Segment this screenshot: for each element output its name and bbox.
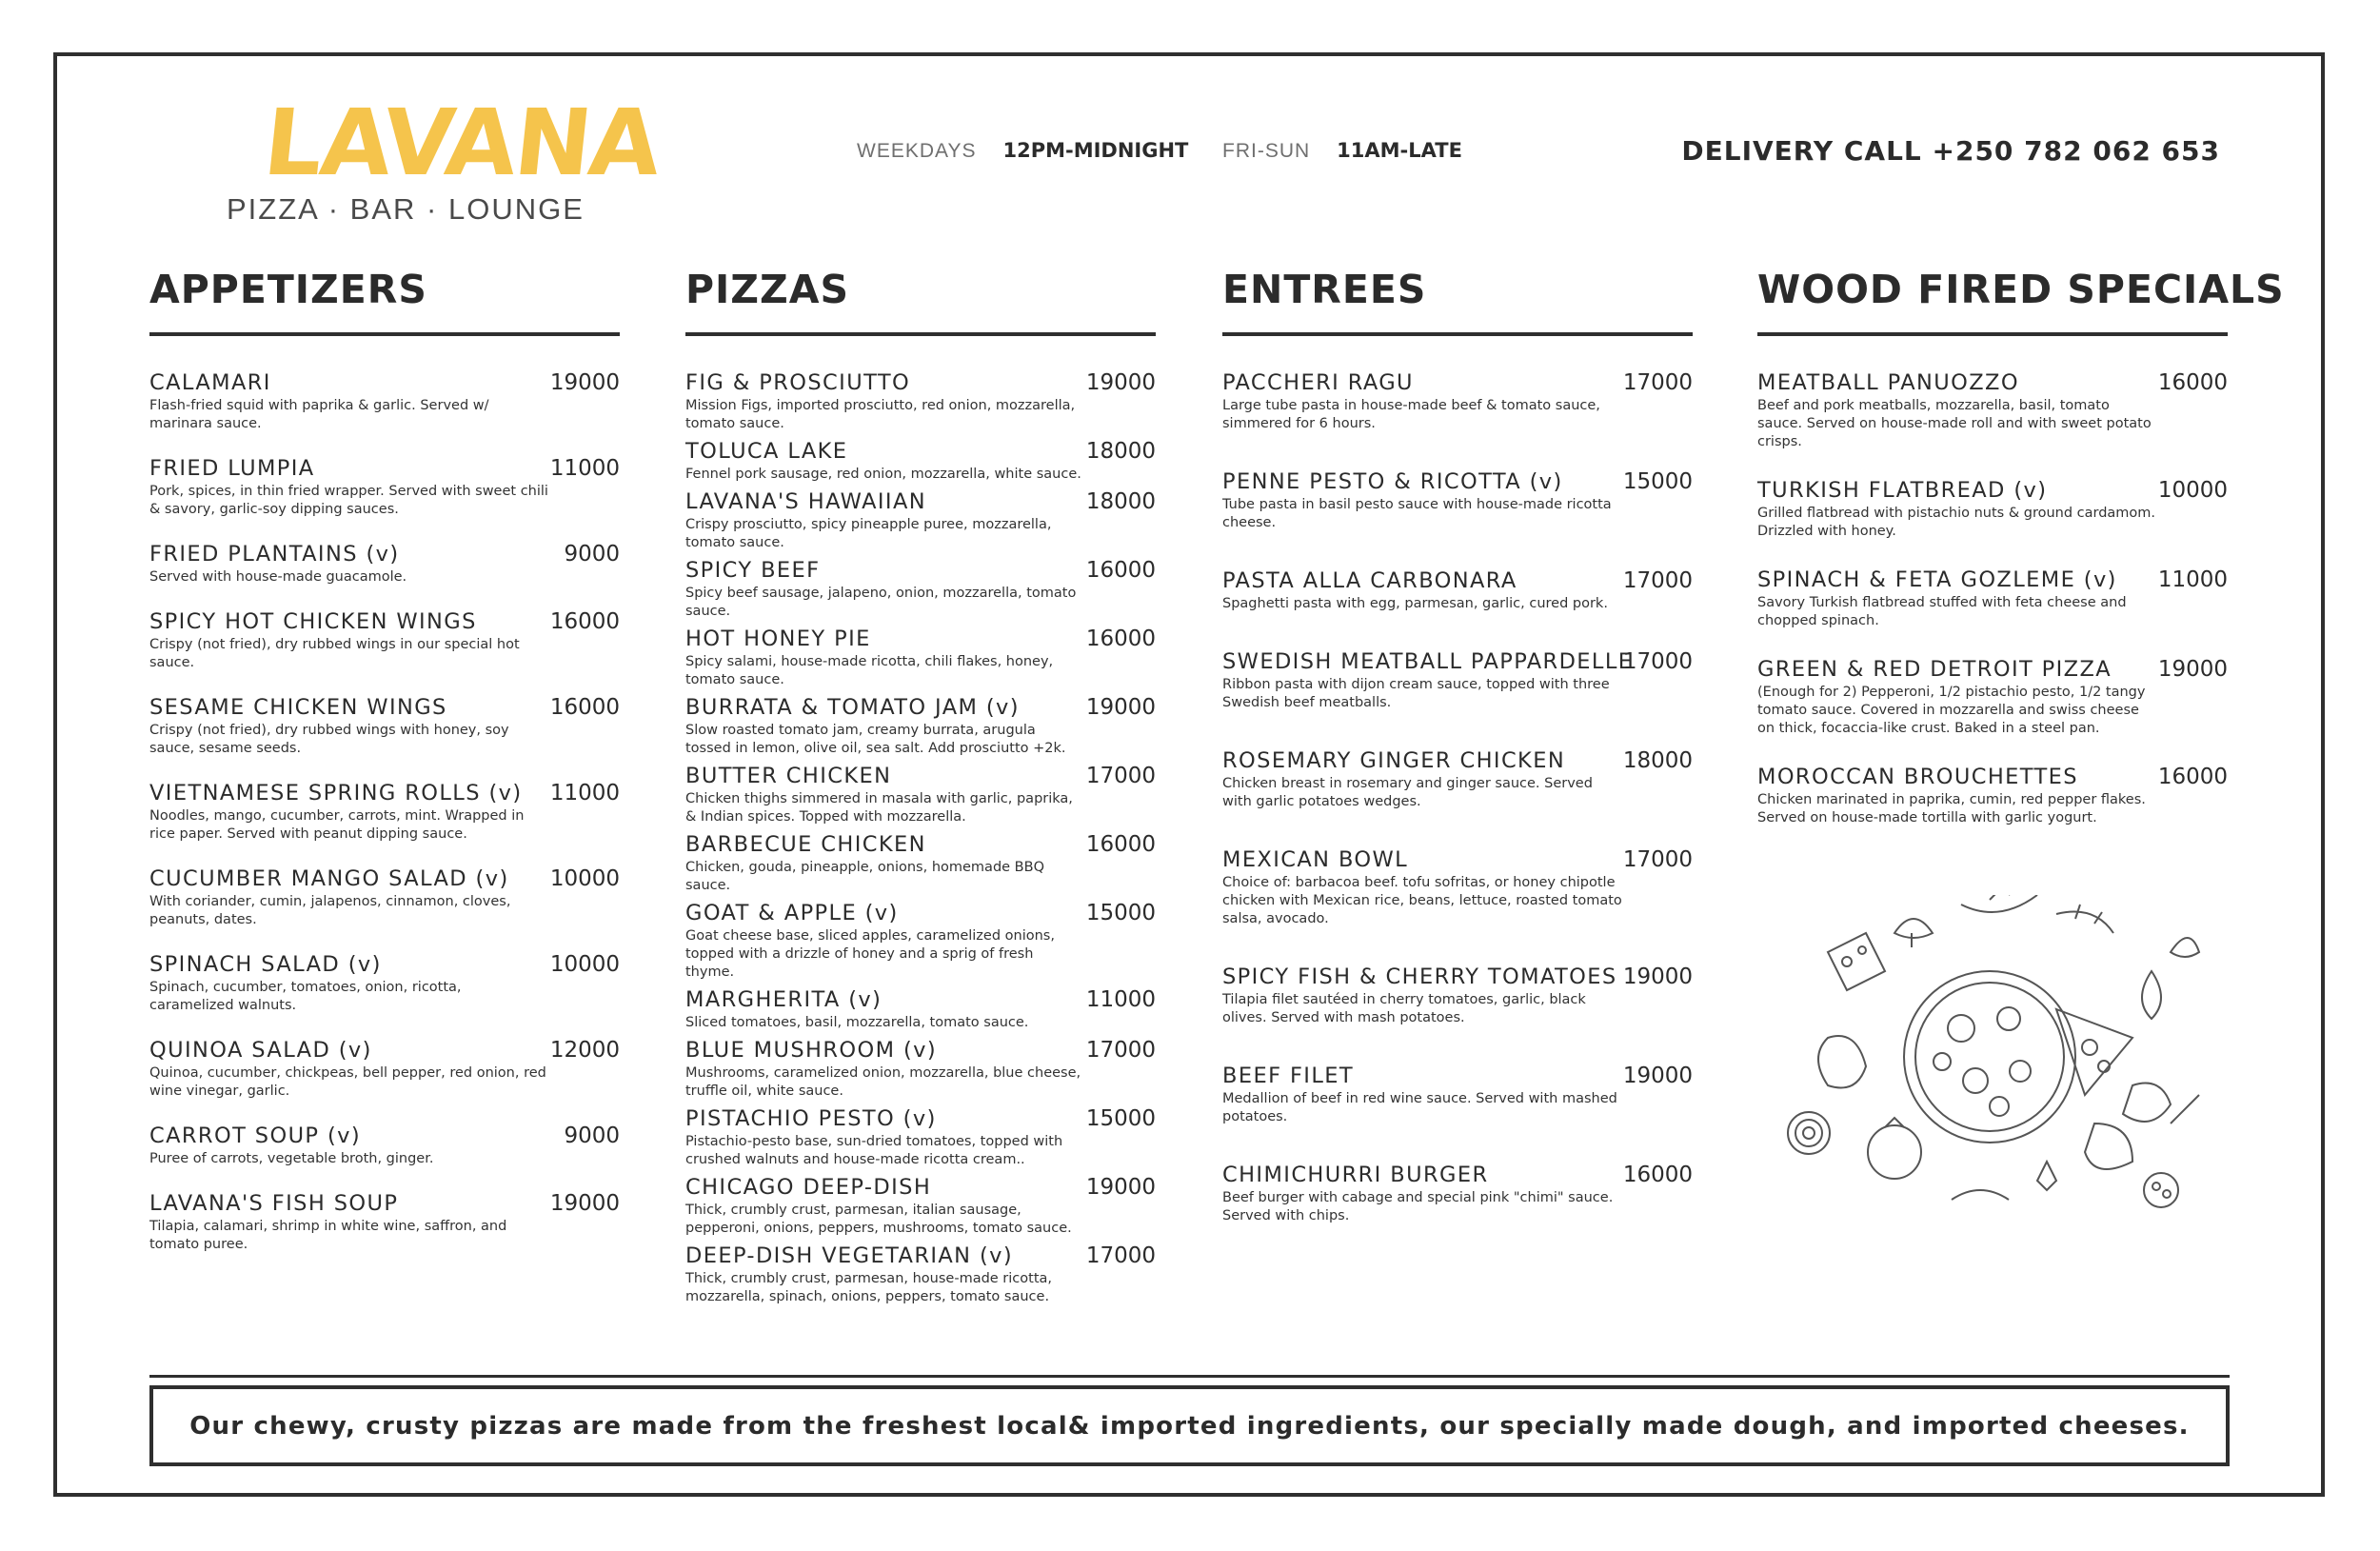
item-description: Spinach, cucumber, tomatoes, onion, ricotta, caramelized walnuts.: [149, 980, 462, 1013]
hours-label: FRI-SUN: [1222, 140, 1311, 162]
logo-wordmark: LAVANA: [259, 89, 664, 196]
menu-item: [685, 1106, 1156, 1169]
item-name: LAVANA'S FISH SOUP: [149, 1191, 399, 1216]
item-name: TURKISH FLATBREAD (v): [1757, 478, 2048, 503]
menu-item: [685, 695, 1156, 758]
item-description: Beef and pork meatballs, mozzarella, basil, tomato sauce. Served on house-made roll and with sweet potato crisps.: [1757, 398, 2152, 449]
item-description: Grilled flatbread with pistachio nuts & ground cardamom. Drizzled with honey.: [1757, 506, 2156, 539]
item-price: 16000: [2157, 370, 2228, 395]
item-price: 10000: [549, 952, 620, 977]
item-name: CHIMICHURRI BURGER: [1222, 1163, 1489, 1187]
parsley-icon: [2037, 1162, 2056, 1190]
item-name: CARROT SOUP (v): [149, 1123, 362, 1148]
item-description: Goat cheese base, sliced apples, caramelized onions, topped with a drizzle of honey and a sprig of fresh thyme.: [685, 928, 1055, 980]
menu-item: [1222, 748, 1693, 811]
item-price: 17000: [1622, 649, 1693, 674]
item-price: 19000: [1085, 1175, 1156, 1200]
item-description: Crispy (not fried), dry rubbed wings in our special hot sauce.: [149, 637, 520, 670]
menu-item: [685, 439, 1156, 484]
item-description: Chicken marinated in paprika, cumin, red pepper flakes. Served on house-made tortilla with garlic yogurt.: [1757, 792, 2146, 825]
item-description: Spicy salami, house-made ricotta, chili flakes, honey, tomato sauce.: [685, 654, 1054, 687]
pizza-illustration: [1771, 895, 2209, 1219]
item-price: 16000: [549, 695, 620, 720]
item-name: BEEF FILET: [1222, 1064, 1355, 1088]
column-wood-fired-specials: [1757, 263, 2285, 854]
item-name: HOT HONEY PIE: [685, 626, 871, 651]
item-name: CUCUMBER MANGO SALAD (v): [149, 866, 509, 891]
menu-item: [685, 1175, 1156, 1238]
item-name: SPINACH & FETA GOZLEME (v): [1757, 567, 2117, 592]
item-name: SPINACH SALAD (v): [149, 952, 382, 977]
item-description: Tube pasta in basil pesto sauce with house-made ricotta cheese.: [1222, 497, 1612, 530]
cheese-icon: [1828, 933, 1885, 990]
item-description: Medallion of beef in red wine sauce. Served with mashed potatoes.: [1222, 1091, 1617, 1124]
item-description: Pork, spices, in thin fried wrapper. Served with sweet chili & savory, garlic-soy dipping sauces.: [149, 484, 548, 517]
item-name: GREEN & RED DETROIT PIZZA: [1757, 657, 2112, 682]
menu-item: [1757, 478, 2228, 541]
item-description: Savory Turkish flatbread stuffed with feta cheese and chopped spinach.: [1757, 595, 2127, 628]
item-description: Slow roasted tomato jam, creamy burrata, arugula tossed in lemon, olive oil, sea salt. Add prosciutto +2k.: [685, 723, 1066, 756]
menu-item: [685, 832, 1156, 895]
menu-item: [149, 542, 620, 587]
item-name: CHICAGO DEEP-DISH: [685, 1175, 932, 1200]
item-price: 17000: [1622, 568, 1693, 593]
menu-item: [685, 626, 1156, 689]
basil-icon: [2171, 938, 2199, 957]
item-price: 19000: [1085, 695, 1156, 720]
menu-item: [685, 764, 1156, 826]
bell-pepper-icon: [2123, 1084, 2171, 1123]
item-description: Chicken breast in rosemary and ginger sauce. Served with garlic potatoes wedges.: [1222, 776, 1593, 809]
item-description: Quinoa, cucumber, chickpeas, bell pepper, red onion, red wine vinegar, garlic.: [149, 1065, 546, 1099]
pizza-outline-icon: [1904, 971, 2075, 1143]
item-price: 19000: [549, 370, 620, 395]
item-description: With coriander, cumin, jalapenos, cinnamon, cloves, peanuts, dates.: [149, 894, 511, 927]
section-title: PIZZAS: [685, 267, 850, 312]
hours-weekend: [1222, 139, 1462, 163]
item-name: BARBECUE CHICKEN: [685, 832, 926, 857]
item-name: FIG & PROSCIUTTO: [685, 370, 911, 395]
menu-item: [685, 1038, 1156, 1101]
item-name: MARGHERITA (v): [685, 987, 883, 1012]
section-title: APPETIZERS: [149, 267, 427, 312]
menu-item: [1222, 370, 1693, 433]
item-description: Fennel pork sausage, red onion, mozzarella, white sauce.: [685, 467, 1081, 482]
item-name: FRIED PLANTAINS (v): [149, 542, 400, 567]
chili-icon: [2171, 1095, 2199, 1123]
menu-item: [1757, 370, 2228, 451]
item-name: MEXICAN BOWL: [1222, 847, 1409, 872]
item-price: 19000: [1622, 1064, 1693, 1088]
item-list: [685, 370, 1156, 1306]
menu-item: [149, 781, 620, 844]
item-description: Tilapia filet sautéed in cherry tomatoes, garlic, black olives. Served with mash potatoes.: [1222, 992, 1586, 1025]
section-rule: [685, 332, 1156, 336]
item-name: SWEDISH MEATBALL PAPPARDELLE: [1222, 649, 1634, 674]
footer-rule: [149, 1375, 2230, 1378]
item-name: ROSEMARY GINGER CHICKEN: [1222, 748, 1566, 773]
shrimp-icon: [1952, 1190, 2009, 1200]
item-description: Choice of: barbacoa beef. tofu sofritas, or honey chipotle chicken with Mexican rice, beans, lettuce, roasted tomato salsa, avocado.: [1222, 875, 1622, 926]
item-name: BUTTER CHICKEN: [685, 764, 892, 788]
menu-item: [685, 558, 1156, 621]
item-list: [1757, 370, 2228, 827]
column-appetizers: [149, 263, 620, 1277]
menu-item: [149, 866, 620, 929]
menu-item: [685, 987, 1156, 1032]
item-description: Mission Figs, imported prosciutto, red onion, mozzarella, tomato sauce.: [685, 398, 1076, 431]
item-price: 9000: [564, 542, 620, 567]
mushroom-icon: [1894, 919, 1933, 938]
hours-value: 11AM-LATE: [1337, 139, 1462, 162]
logo-tagline: PIZZA · BAR · LOUNGE: [227, 192, 585, 226]
item-price: 11000: [549, 456, 620, 481]
item-name: SPICY BEEF: [685, 558, 821, 583]
item-description: Ribbon pasta with dijon cream sauce, topped with three Swedish beef meatballs.: [1222, 677, 1610, 710]
item-name: LAVANA'S HAWAIIAN: [685, 489, 926, 514]
item-description: Crispy (not fried), dry rubbed wings with honey, soy sauce, sesame seeds.: [149, 723, 509, 756]
item-description: Spicy beef sausage, jalapeno, onion, mozzarella, tomato sauce.: [685, 586, 1077, 619]
item-price: 15000: [1085, 1106, 1156, 1131]
item-price: 15000: [1622, 469, 1693, 494]
menu-item: [149, 1123, 620, 1168]
item-description: Tilapia, calamari, shrimp in white wine, saffron, and tomato puree.: [149, 1219, 507, 1252]
section-title: ENTREES: [1222, 267, 1427, 312]
item-name: SESAME CHICKEN WINGS: [149, 695, 447, 720]
section-rule: [149, 332, 620, 336]
item-name: SPICY FISH & CHERRY TOMATOES: [1222, 964, 1617, 989]
menu-item: [149, 1038, 620, 1101]
item-description: Thick, crumbly crust, parmesan, italian sausage, pepperoni, onions, peppers, mushrooms, tomato sauce.: [685, 1203, 1072, 1236]
item-price: 18000: [1622, 748, 1693, 773]
item-price: 15000: [1085, 901, 1156, 925]
item-description: Crispy prosciutto, spicy pineapple puree, mozzarella, tomato sauce.: [685, 517, 1052, 550]
menu-item: [1222, 469, 1693, 532]
item-description: Served with house-made guacamole.: [149, 569, 407, 585]
menu-item: [1222, 1163, 1693, 1225]
item-price: 19000: [1622, 964, 1693, 989]
footer-banner: [149, 1385, 2230, 1466]
column-pizzas: [685, 263, 1156, 1312]
rosemary-icon: [2056, 905, 2113, 933]
menu-item: [685, 901, 1156, 982]
item-price: 17000: [1085, 1038, 1156, 1063]
hours-value: 12PM-MIDNIGHT: [1002, 139, 1189, 162]
menu-item: [1757, 567, 2228, 630]
menu-item: [1757, 657, 2228, 738]
item-description: Spaghetti pasta with egg, parmesan, garlic, cured pork.: [1222, 596, 1608, 611]
menu-item: [149, 952, 620, 1015]
menu-item: [1222, 847, 1693, 928]
menu-item: [1222, 1064, 1693, 1126]
garlic-bulb-icon: [2085, 1123, 2132, 1169]
onion-icon: [1788, 1112, 1830, 1154]
menu-item: [149, 456, 620, 519]
item-description: Pistachio-pesto base, sun-dried tomatoes, topped with crushed walnuts and house-made ricotta cream..: [685, 1134, 1063, 1167]
menu-item: [685, 1243, 1156, 1306]
item-list: [149, 370, 620, 1254]
item-price: 17000: [1085, 764, 1156, 788]
menu-item: [1222, 964, 1693, 1027]
footer-text: Our chewy, crusty pizzas are made from the freshest local& imported ingredients, our specially made dough, and imported cheeses.: [189, 1411, 2190, 1441]
column-entrees: [1222, 263, 1693, 1262]
item-name: BLUE MUSHROOM (v): [685, 1038, 938, 1063]
item-price: 10000: [2157, 478, 2228, 503]
delivery-phone: DELIVERY CALL +250 782 062 653: [1681, 135, 2220, 167]
menu-item: [1222, 568, 1693, 613]
item-name: BURRATA & TOMATO JAM (v): [685, 695, 1020, 720]
item-price: 17000: [1085, 1243, 1156, 1268]
item-name: GOAT & APPLE (v): [685, 901, 899, 925]
item-price: 11000: [2157, 567, 2228, 592]
menu-item: [1222, 649, 1693, 712]
item-price: 19000: [1085, 370, 1156, 395]
herb-icon: [1961, 895, 2037, 912]
item-name: SPICY HOT CHICKEN WINGS: [149, 609, 477, 634]
menu-item: [149, 695, 620, 758]
section-rule: [1222, 332, 1693, 336]
menu-item: [685, 489, 1156, 552]
item-name: QUINOA SALAD (v): [149, 1038, 372, 1063]
garlic-icon: [2142, 971, 2161, 1019]
item-name: TOLUCA LAKE: [685, 439, 848, 464]
menu-item: [1757, 765, 2228, 827]
item-price: 16000: [549, 609, 620, 634]
item-price: 12000: [549, 1038, 620, 1063]
item-price: 17000: [1622, 370, 1693, 395]
item-price: 11000: [549, 781, 620, 805]
item-price: 11000: [1085, 987, 1156, 1012]
item-name: PACCHERI RAGU: [1222, 370, 1414, 395]
logo: [227, 89, 664, 227]
item-price: 19000: [2157, 657, 2228, 682]
item-price: 17000: [1622, 847, 1693, 872]
item-name: PASTA ALLA CARBONARA: [1222, 568, 1517, 593]
item-price: 9000: [564, 1123, 620, 1148]
hours-weekdays: [857, 139, 1188, 163]
item-description: Puree of carrots, vegetable broth, ginger.: [149, 1151, 434, 1166]
item-description: Chicken thighs simmered in masala with garlic, paprika, & Indian spices. Topped with mozzarella.: [685, 791, 1073, 825]
item-name: PISTACHIO PESTO (v): [685, 1106, 937, 1131]
item-description: Beef burger with cabage and special pink "chimi" sauce. Served with chips.: [1222, 1190, 1614, 1223]
item-name: CALAMARI: [149, 370, 271, 395]
item-description: Chicken, gouda, pineapple, onions, homemade BBQ sauce.: [685, 860, 1044, 893]
section-rule: [1757, 332, 2228, 336]
item-description: Large tube pasta in house-made beef & tomato sauce, simmered for 6 hours.: [1222, 398, 1600, 431]
item-description: Mushrooms, caramelized onion, mozzarella, blue cheese, truffle oil, white sauce.: [685, 1065, 1081, 1099]
item-name: MEATBALL PANUOZZO: [1757, 370, 2019, 395]
menu-item: [685, 370, 1156, 433]
item-description: Sliced tomatoes, basil, mozzarella, tomato sauce.: [685, 1015, 1029, 1030]
menu-item: [149, 609, 620, 672]
item-description: Noodles, mango, cucumber, carrots, mint. Wrapped in rice paper. Served with peanut dipping sauce.: [149, 808, 525, 842]
item-name: FRIED LUMPIA: [149, 456, 315, 481]
menu-item: [149, 1191, 620, 1254]
item-price: 16000: [1085, 558, 1156, 583]
item-list: [1222, 370, 1693, 1225]
item-name: MOROCCAN BROUCHETTES: [1757, 765, 2078, 789]
item-description: (Enough for 2) Pepperoni, 1/2 pistachio pesto, 1/2 tangy tomato sauce. Covered in mozzarella and swiss cheese on thick, focaccia-like crust. Baked in a steel pan.: [1757, 685, 2146, 736]
item-price: 16000: [2157, 765, 2228, 789]
tomato-icon: [1868, 1125, 1921, 1179]
item-price: 16000: [1622, 1163, 1693, 1187]
hours-label: WEEKDAYS: [857, 140, 977, 162]
tomato-slice-icon: [2144, 1173, 2178, 1207]
item-price: 18000: [1085, 439, 1156, 464]
item-description: Flash-fried squid with paprika & garlic. Served w/ marinara sauce.: [149, 398, 489, 431]
item-name: DEEP-DISH VEGETARIAN (v): [685, 1243, 1014, 1268]
item-price: 18000: [1085, 489, 1156, 514]
pepper-icon: [1818, 1036, 1866, 1088]
item-description: Thick, crumbly crust, parmesan, house-made ricotta, mozzarella, spinach, onions, peppers, tomato sauce.: [685, 1271, 1053, 1304]
item-price: 16000: [1085, 832, 1156, 857]
menu-item: [149, 370, 620, 433]
item-price: 19000: [549, 1191, 620, 1216]
section-title: WOOD FIRED SPECIALS: [1757, 267, 2285, 312]
item-price: 16000: [1085, 626, 1156, 651]
item-name: PENNE PESTO & RICOTTA (v): [1222, 469, 1563, 494]
item-price: 10000: [549, 866, 620, 891]
item-name: VIETNAMESE SPRING ROLLS (v): [149, 781, 523, 805]
